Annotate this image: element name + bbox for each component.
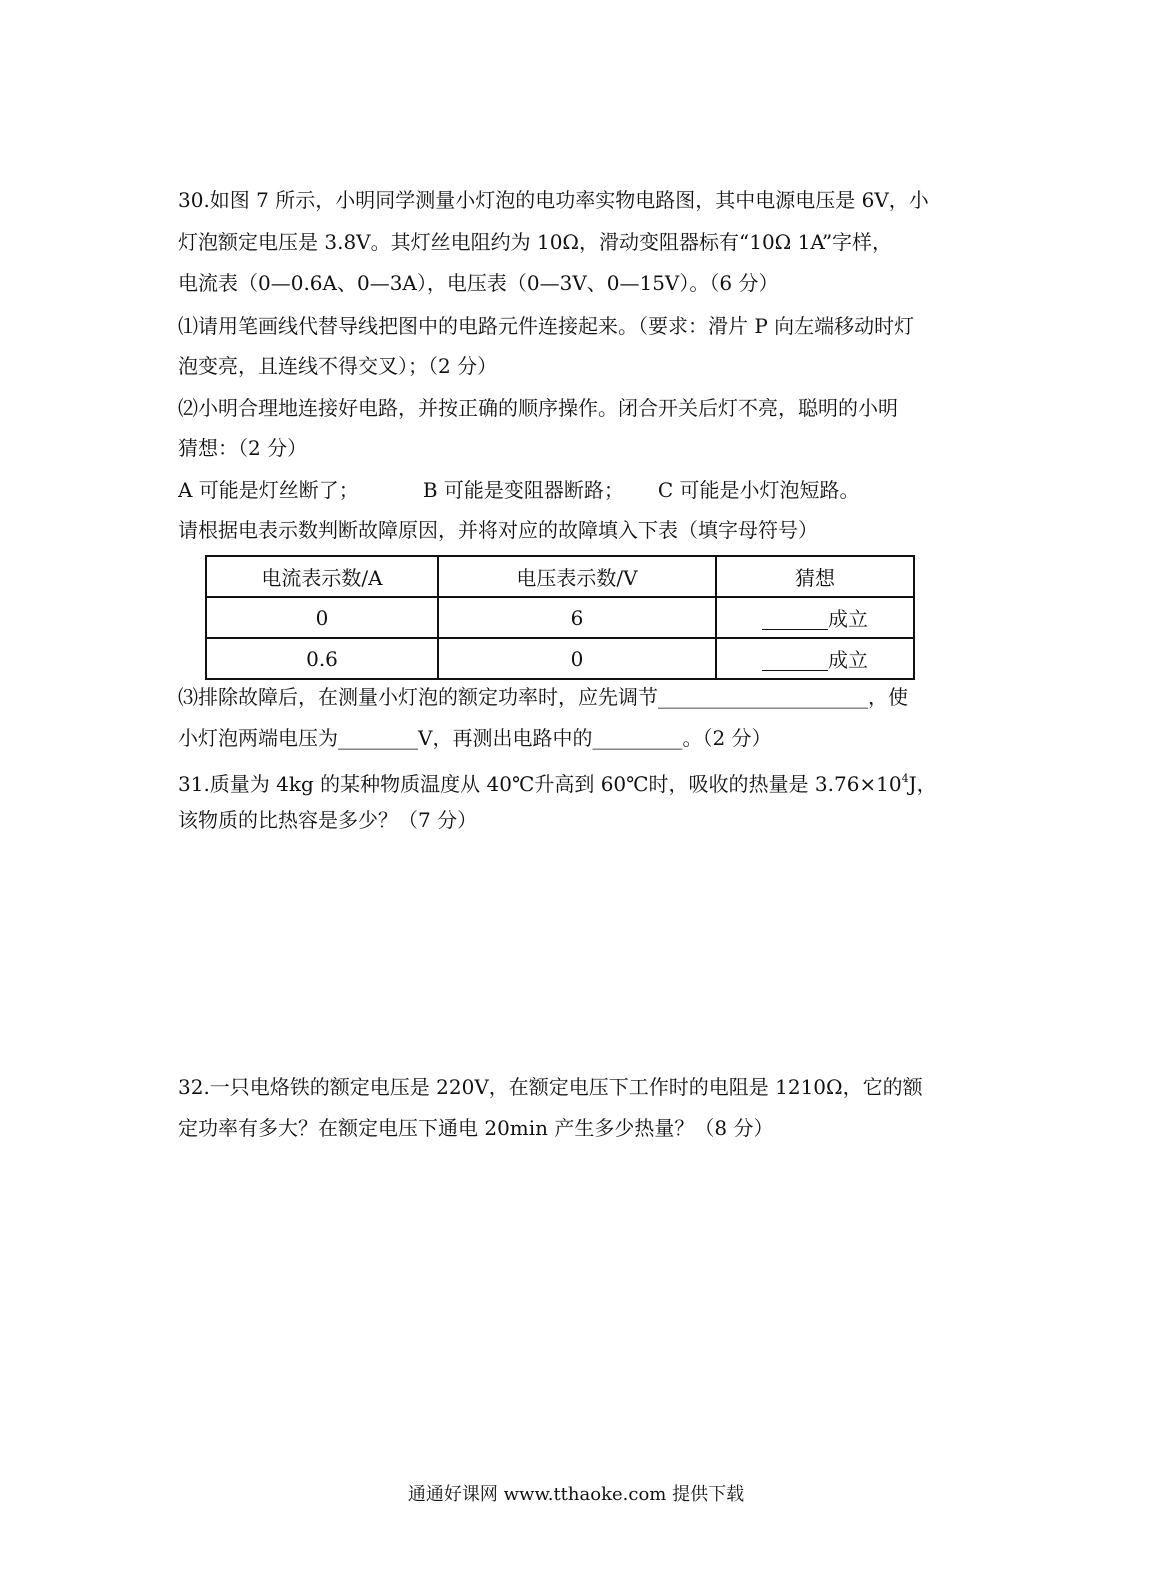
table-row: [206, 597, 914, 638]
answer-blank[interactable]: [762, 611, 828, 630]
cell-guess-label: 成立: [828, 607, 868, 631]
header-voltage: 电压表示数/V: [438, 556, 716, 597]
q30-part1-line-2: 泡变亮，且连线不得交叉）；（2 分）: [178, 354, 498, 378]
q30-part2-line-1: ⑵小明合理地连接好电路，并按正确的顺序操作。闭合开关后灯不亮，聪明的小明: [178, 396, 898, 420]
q31-exponent: 4: [901, 772, 909, 785]
fault-table: [205, 555, 915, 680]
q31-line-1-unit: J，: [908, 772, 937, 796]
q30-part3-line-2: 小灯泡两端电压为________V，再测出电路中的_________。（2 分）: [178, 726, 772, 750]
q30-part2-line-2: 猜想：（2 分）: [178, 436, 308, 460]
table-intro: 请根据电表示数判断故障原因，并将对应的故障填入下表（填字母符号）: [178, 518, 818, 542]
header-guess: 猜想: [716, 556, 914, 597]
cell-guess: [716, 638, 914, 679]
cell-guess: [716, 597, 914, 638]
q32-line-1: 32.一只电烙铁的额定电压是 220V，在额定电压下工作时的电阻是 1210Ω，它的额: [178, 1075, 923, 1099]
q30-part1-line-1: ⑴请用笔画线代替导线把图中的电路元件连接起来。（要求：滑片 P 向左端移动时灯: [178, 314, 915, 338]
q31-line-1-text: 31.质量为 4kg 的某种物质温度从 40℃升高到 60℃时，吸收的热量是 3.76×10: [178, 772, 902, 796]
table-header-row: [206, 556, 914, 597]
q30-line-1: 30.如图 7 所示，小明同学测量小灯泡的电功率实物电路图，其中电源电压是 6V，小: [178, 188, 929, 212]
cell-guess-label: 成立: [828, 648, 868, 672]
answer-blank[interactable]: [762, 652, 828, 671]
guess-a: A 可能是灯丝断了；: [178, 478, 359, 502]
q30-line-2: 灯泡额定电压是 3.8V。其灯丝电阻约为 10Ω，滑动变阻器标有“10Ω 1A”字样，: [178, 230, 893, 254]
table-row: [206, 638, 914, 679]
header-current: 电流表示数/A: [206, 556, 438, 597]
q32-line-2: 定功率有多大？在额定电压下通电 20min 产生多少热量？（8 分）: [178, 1116, 774, 1140]
cell-voltage: 0: [438, 638, 716, 679]
cell-voltage: 6: [438, 597, 716, 638]
footer-credit: 通通好课网 www.tthaoke.com 提供下载: [407, 1484, 745, 1505]
guess-b: B 可能是变阻器断路；: [422, 478, 624, 502]
q30-part3-line-1: ⑶排除故障后，在测量小灯泡的额定功率时，应先调节_____________________，使: [178, 685, 908, 709]
q30-line-3: 电流表（0—0.6A、0—3A），电压表（0—3V、0—15V）。（6 分）: [178, 271, 779, 295]
guess-c: C 可能是小灯泡短路。: [657, 478, 860, 502]
q30-guesses: [178, 478, 978, 502]
q31-line-1: [178, 767, 978, 796]
cell-current: 0: [206, 597, 438, 638]
cell-current: 0.6: [206, 638, 438, 679]
q31-line-2: 该物质的比热容是多少？（7 分）: [178, 808, 478, 832]
